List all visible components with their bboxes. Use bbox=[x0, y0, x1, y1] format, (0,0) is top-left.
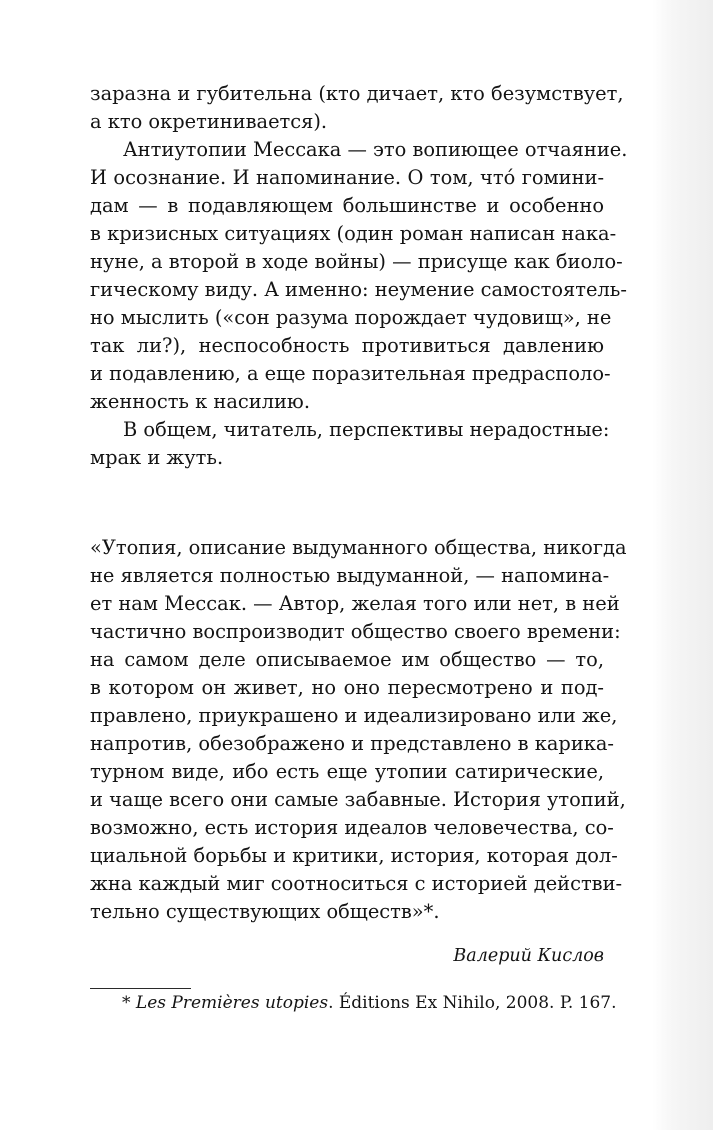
footnote-marker: * bbox=[122, 993, 136, 1013]
footnote-book-title: Les Premières utopies bbox=[135, 993, 329, 1013]
quote-line: циальной борьбы и критики, история, которая дол- bbox=[90, 844, 618, 867]
quote-line: и чаще всего они самые забавные. История утопий, bbox=[90, 788, 626, 811]
quote-line: турном виде, ибо есть еще утопии сатирические, bbox=[90, 760, 604, 783]
text-line: мрак и жуть. bbox=[90, 446, 224, 469]
body-text-top bbox=[90, 80, 628, 472]
quote-line: напротив, обезображено и представлено в карика- bbox=[90, 732, 614, 755]
text-line: так ли?), неспособность противиться давлению bbox=[90, 334, 604, 357]
footnote-divider bbox=[90, 988, 191, 989]
text-line: и подавлению, а еще поразительная предрасполо- bbox=[90, 362, 611, 385]
quote-line: ет нам Мессак. — Автор, желая того или нет, в ней bbox=[90, 592, 620, 615]
quote-line: частично воспроизводит общество своего времени: bbox=[90, 620, 621, 643]
page-edge-shadow bbox=[652, 0, 713, 1130]
quote-line: на самом деле описываемое им общество — то, bbox=[90, 648, 604, 671]
text-line: женность к насилию. bbox=[90, 390, 310, 413]
text-line: заразна и губительна (кто дичает, кто безумствует, bbox=[90, 82, 624, 105]
quote-line: возможно, есть история идеалов человечества, со- bbox=[90, 816, 614, 839]
footnote-source: . Éditions Ex Nihilo, 2008. P. 167. bbox=[328, 993, 617, 1013]
quote-text bbox=[90, 534, 627, 926]
footnote bbox=[122, 990, 616, 1016]
text-line: нуне, а второй в ходе войны) — присуще как биоло- bbox=[90, 250, 623, 273]
quote-line: правлено, приукрашено и идеализировано или же, bbox=[90, 704, 618, 727]
quote-line: жна каждый миг соотноситься с историей действи- bbox=[90, 872, 623, 895]
quote-line: «Утопия, описание выдуманного общества, никогда bbox=[90, 536, 627, 559]
quote-line: в котором он живет, но оно пересмотрено и под- bbox=[90, 676, 604, 699]
text-line: гическому виду. А именно: неумение самостоятель- bbox=[90, 278, 627, 301]
text-line: И осознание. И напоминание. О том, что́ гомини- bbox=[90, 166, 604, 189]
text-line: В общем, читатель, перспективы нерадостные: bbox=[123, 418, 610, 441]
quote-line: тельно существующих обществ»*. bbox=[90, 900, 440, 923]
text-line: в кризисных ситуациях (один роман написан нака- bbox=[90, 222, 617, 245]
text-line: дам — в подавляющем большинстве и особенно bbox=[90, 194, 604, 217]
text-line: а кто окретинивается). bbox=[90, 110, 328, 133]
text-line: Антиутопии Мессака — это вопиющее отчаяние. bbox=[123, 138, 628, 161]
text-line: но мыслить («сон разума порождает чудовищ», не bbox=[90, 306, 612, 329]
quote-line: не является полностью выдуманной, — напомина- bbox=[90, 564, 610, 587]
author-signature: Валерий Кислов bbox=[453, 946, 604, 966]
